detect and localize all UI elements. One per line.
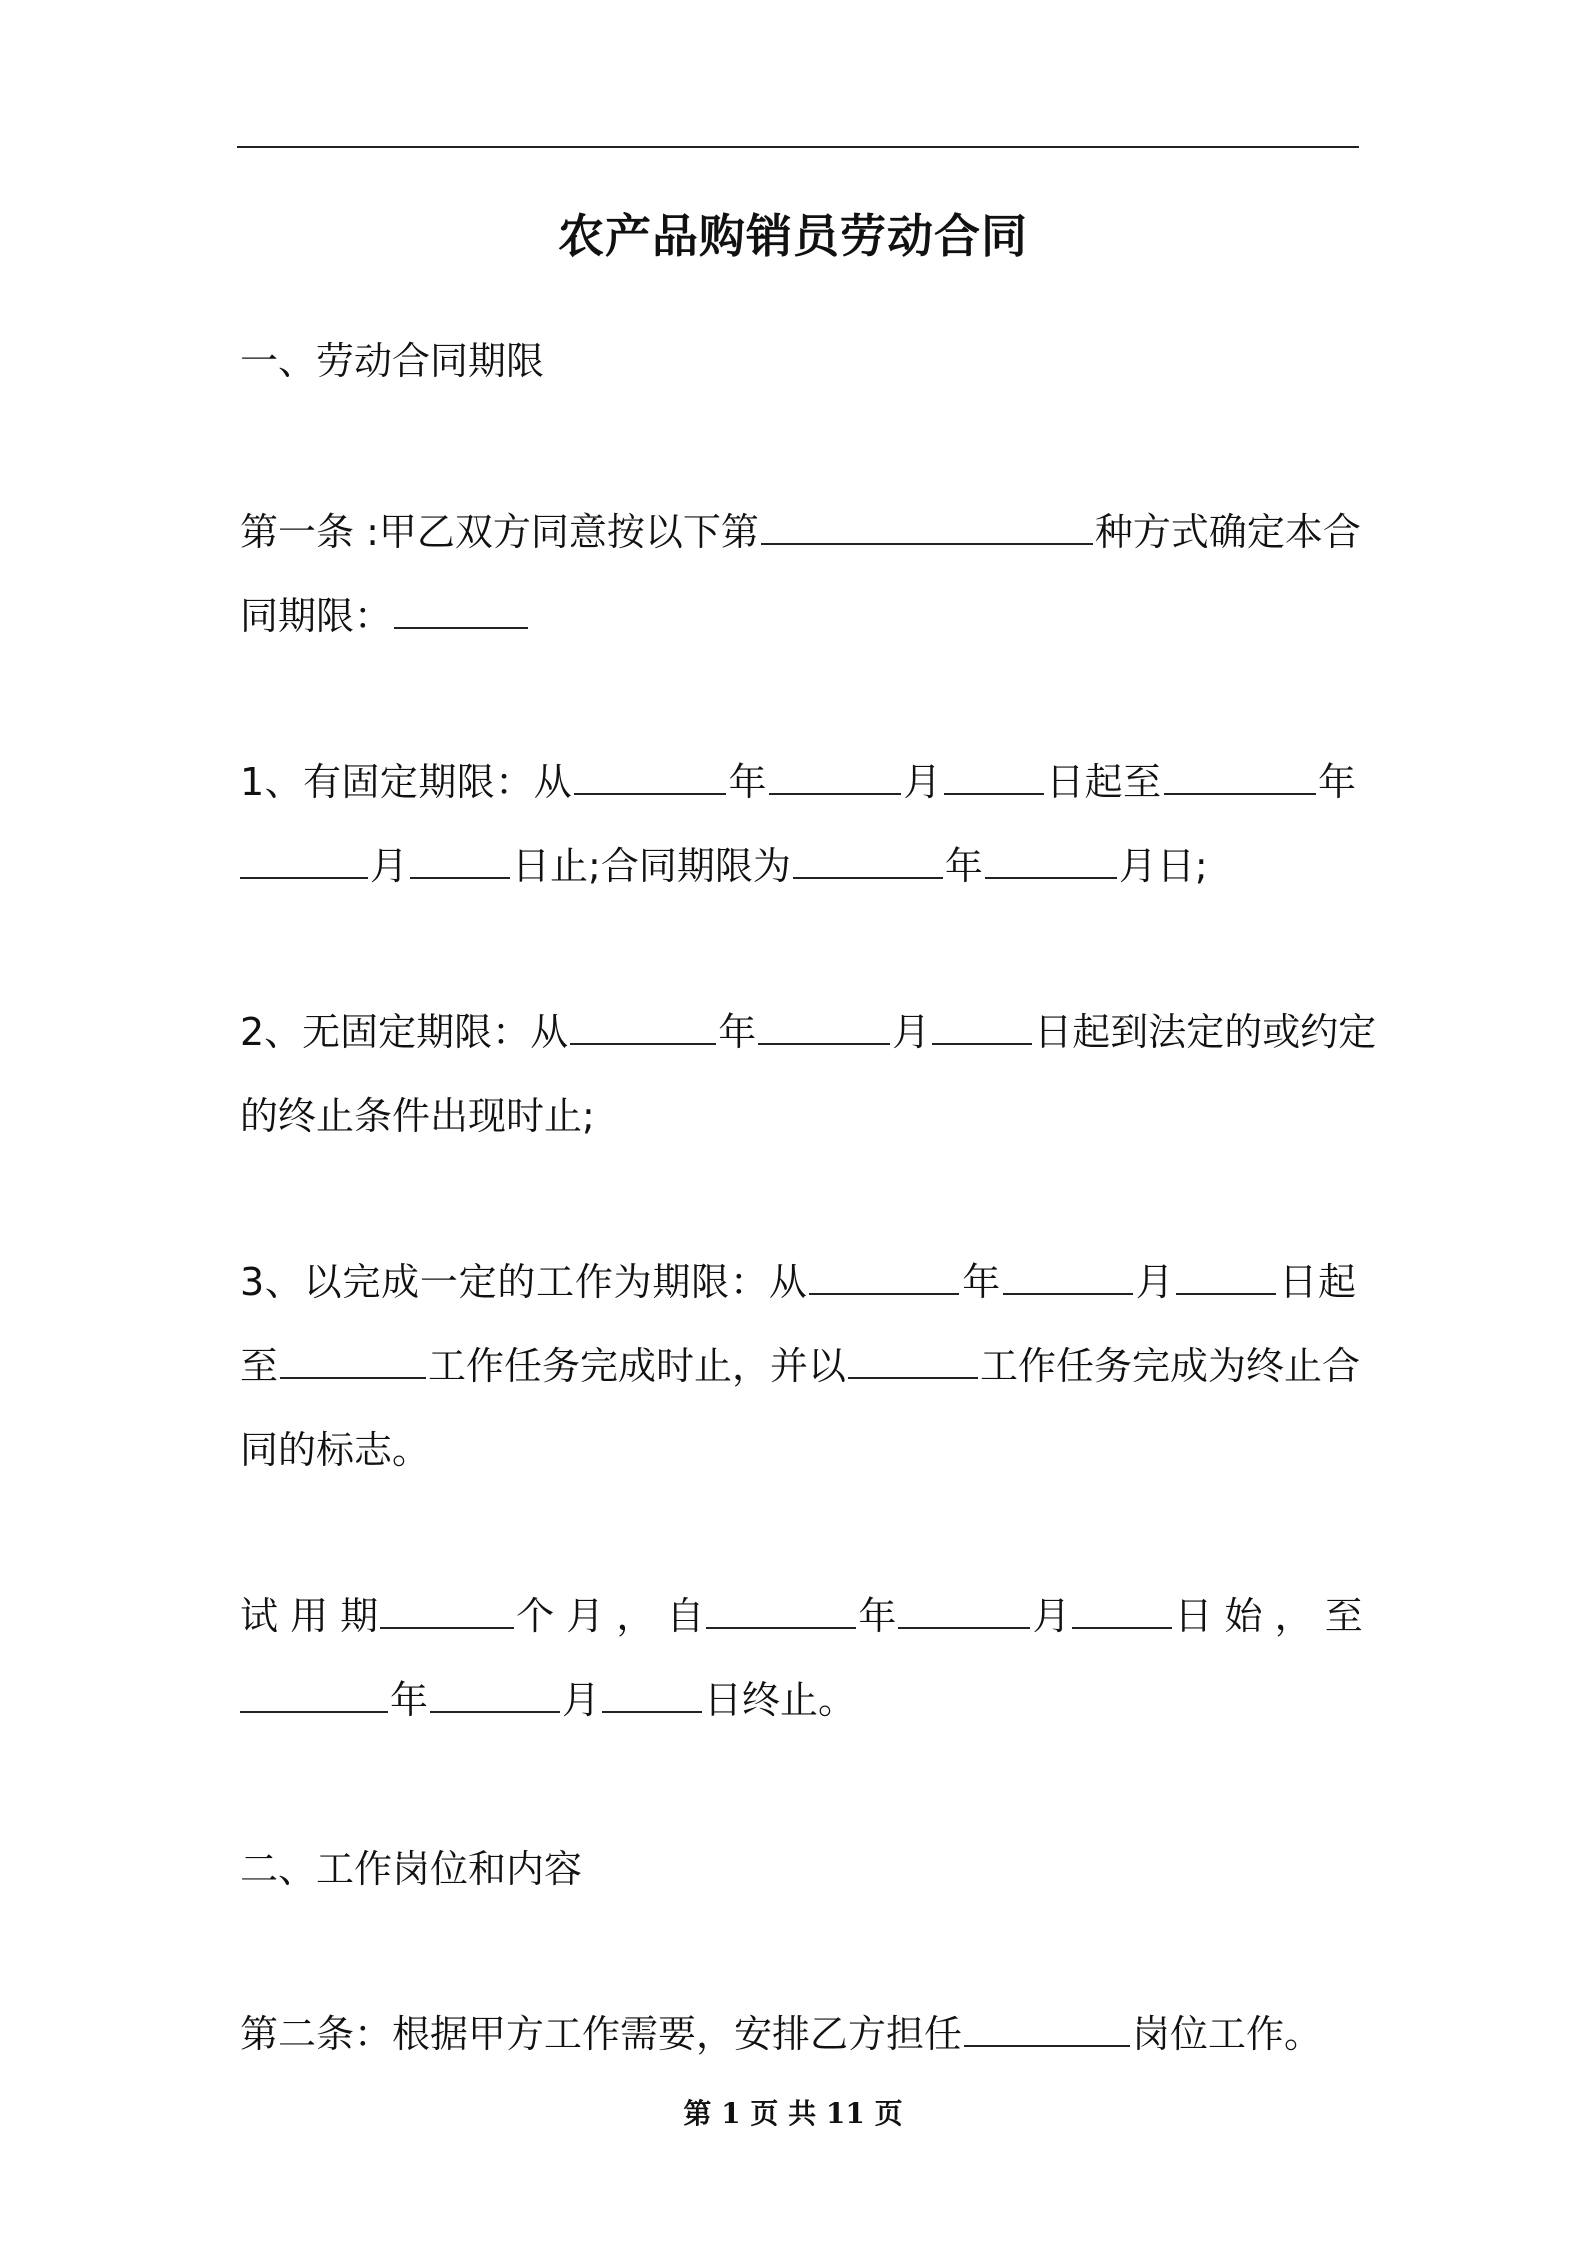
- fill-blank[interactable]: [758, 1011, 890, 1045]
- text-segment: 2、无固定期限：从: [240, 1010, 569, 1054]
- probation-period-line-2: [240, 1658, 1356, 1742]
- text-segment: 同的标志。: [240, 1428, 431, 1472]
- text-segment: 至: [240, 1344, 279, 1388]
- term-option-fixed: [240, 740, 1356, 908]
- text-segment: 种方式确定本合: [1094, 510, 1361, 554]
- text-segment: 月: [902, 760, 942, 804]
- fill-blank[interactable]: [985, 845, 1117, 879]
- text-segment: 年: [961, 1260, 1001, 1304]
- fill-blank[interactable]: [240, 1679, 388, 1713]
- fill-blank[interactable]: [1072, 1595, 1172, 1629]
- text-segment: 月日;: [1118, 844, 1208, 888]
- text-segment: 月: [1134, 1260, 1175, 1304]
- text-segment: 第一条 :甲乙双方同意按以下第: [240, 510, 759, 554]
- text-segment: 年: [1317, 760, 1356, 804]
- fill-blank[interactable]: [769, 761, 901, 795]
- fill-blank[interactable]: [1164, 761, 1316, 795]
- probation-period: [240, 1574, 1363, 1742]
- fill-blank[interactable]: [944, 761, 1044, 795]
- text-segment: 工作任务完成时止，并以: [428, 1344, 847, 1388]
- term-option-open: [240, 990, 1377, 1158]
- fill-blank[interactable]: [574, 761, 726, 795]
- fill-blank[interactable]: [809, 1261, 959, 1295]
- term-option-open-line-2: [240, 1074, 1356, 1158]
- fill-blank[interactable]: [280, 1345, 426, 1379]
- article-1: [240, 490, 1361, 658]
- text-segment: 1、有固定期限：从: [240, 760, 573, 804]
- fill-blank[interactable]: [570, 1011, 716, 1045]
- probation-period-line-1: [240, 1574, 1363, 1658]
- header-rule: [237, 146, 1359, 148]
- term-option-task-line-2: [240, 1324, 1361, 1408]
- text-segment: 年: [390, 1678, 429, 1722]
- article-1-line-1: [240, 490, 1361, 574]
- term-option-fixed-line-1: [240, 740, 1356, 824]
- text-segment: 年: [944, 844, 983, 888]
- fill-blank[interactable]: [706, 1595, 856, 1629]
- article-2-line-1: [240, 1992, 1356, 2076]
- text-segment: 的终止条件出现时止;: [240, 1094, 595, 1138]
- text-segment: 3、以完成一定的工作为期限：从: [240, 1260, 808, 1304]
- fill-blank[interactable]: [898, 1595, 1030, 1629]
- text-segment: 日终止。: [704, 1678, 857, 1722]
- fill-blank[interactable]: [394, 595, 528, 629]
- document-title: 农产品购销员劳动合同: [558, 209, 1028, 263]
- text-segment: 岗位工作。: [1132, 2012, 1323, 2056]
- text-segment: 月: [892, 1010, 931, 1054]
- text-segment: 试 用 期: [240, 1594, 379, 1638]
- text-segment: 月: [370, 844, 409, 888]
- text-segment: 年: [728, 760, 767, 804]
- article-1-line-2: [240, 574, 1356, 658]
- text-segment: 年: [718, 1010, 757, 1054]
- term-option-task-line-3: [240, 1408, 1356, 1492]
- text-segment: 月: [1032, 1594, 1071, 1638]
- fill-blank[interactable]: [932, 1011, 1032, 1045]
- fill-blank[interactable]: [793, 845, 943, 879]
- term-option-task-line-1: [240, 1240, 1356, 1324]
- article-2: [240, 1992, 1356, 2076]
- text-segment: 第二条：根据甲方工作需要，安排乙方担任: [240, 2012, 963, 2056]
- section-heading-term: 一、劳动合同期限: [240, 339, 545, 383]
- fill-blank[interactable]: [848, 1345, 978, 1379]
- text-segment: 日 始 ， 至: [1174, 1594, 1363, 1638]
- page-footer: 第 1 页 共 11 页: [683, 2097, 903, 2130]
- text-segment: 同期限：: [240, 594, 393, 638]
- text-segment: 日止;合同期限为: [512, 844, 791, 888]
- fill-blank[interactable]: [430, 1679, 560, 1713]
- text-segment: 日起至: [1045, 760, 1162, 804]
- fill-blank[interactable]: [380, 1595, 514, 1629]
- fill-blank[interactable]: [1003, 1261, 1133, 1295]
- section-heading-position: 二、工作岗位和内容: [240, 1847, 583, 1891]
- term-option-open-line-1: [240, 990, 1377, 1074]
- fill-blank[interactable]: [1176, 1261, 1276, 1295]
- fill-blank[interactable]: [602, 1679, 702, 1713]
- fill-blank[interactable]: [964, 2013, 1130, 2047]
- text-segment: 个 月 ， 自: [516, 1594, 705, 1638]
- text-segment: 月: [562, 1678, 601, 1722]
- fill-blank[interactable]: [761, 511, 1093, 545]
- term-option-fixed-line-2: [240, 824, 1356, 908]
- fill-blank[interactable]: [240, 845, 368, 879]
- term-option-task: [240, 1240, 1361, 1492]
- text-segment: 日起: [1278, 1260, 1356, 1304]
- text-segment: 工作任务完成为终止合: [980, 1344, 1361, 1388]
- text-segment: 年: [858, 1594, 897, 1638]
- text-segment: 日起到法定的或约定: [1034, 1010, 1377, 1054]
- fill-blank[interactable]: [410, 845, 510, 879]
